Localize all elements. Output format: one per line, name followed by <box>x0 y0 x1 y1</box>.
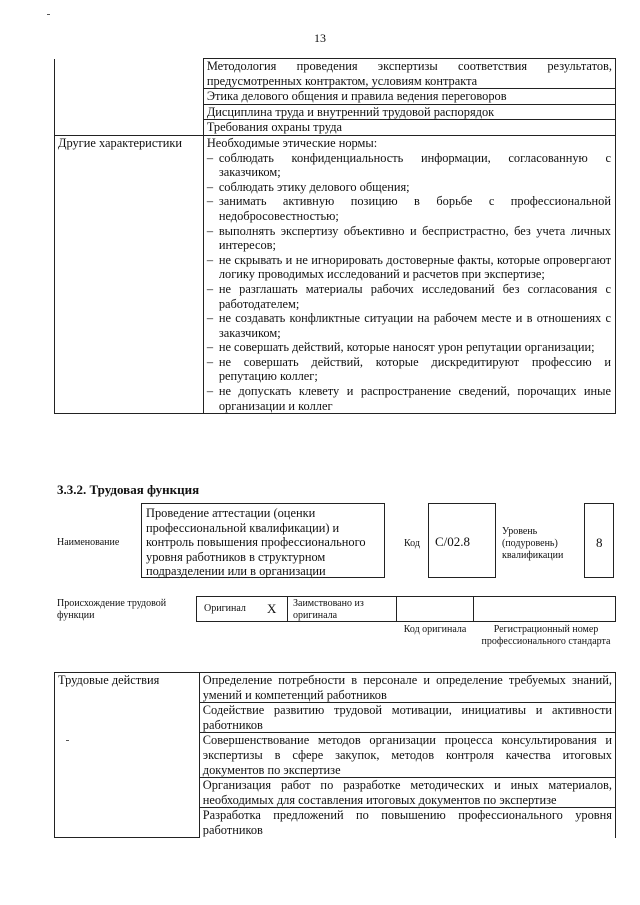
table-row <box>55 59 616 89</box>
origin-original-cell <box>196 596 288 622</box>
actions-table <box>54 672 616 838</box>
table-cell: Совершенствование методов организации процесса консультирования и экспертизы в сфере закупок, методов контроля качества итоговых документов по экспертизе <box>199 733 615 778</box>
origin-label: Происхождение трудовой функции <box>57 598 167 621</box>
table-cell: Определение потребности в персонале и определение требуемых знаний, умений и компетенций работников <box>199 673 615 703</box>
table-cell: Организация работ по разработке методических и иных материалов, необходимых для составления итоговых документов по экспертизе <box>199 778 615 808</box>
table-cell: Дисциплина труда и внутренний трудовой распорядок <box>203 104 615 120</box>
function-name-box: Проведение аттестации (оценки профессиональной квалификации) и контроль повышения профессионального уровня работников в структурном подразделении или в организации <box>141 503 385 578</box>
table-cell: Разработка предложений по повышению профессионального уровня работников <box>199 808 615 838</box>
reg-caption: Регистрационный номер профессионального стандарта <box>481 624 611 647</box>
original-label: Оригинал <box>204 603 246 614</box>
section-title: 3.3.2. Трудовая функция <box>57 482 200 497</box>
origin-code-cell <box>396 596 474 622</box>
ethics-list <box>207 151 611 414</box>
list-item: – не скрывать и не игнорировать достоверные факты, которые опровергают логику проводимых исследований и расчетов при экспертизе; <box>207 253 611 282</box>
borrowed-label: Заимствовано из оригинала <box>293 598 364 621</box>
table-cell: Методология проведения экспертизы соответствия результатов, предусмотренных контрактом, условиям контракта <box>203 59 615 89</box>
code-label: Код <box>404 538 420 549</box>
ethics-norms-cell <box>203 135 615 413</box>
code-caption: Код оригинала <box>403 624 467 635</box>
page-number: 13 <box>314 31 326 45</box>
list-item: – не допускать клевету и распространение сведений, порочащих иные организации и коллег <box>207 384 611 413</box>
table-cell: Содействие развитию трудовой мотивации, инициативы и активности работников <box>199 703 615 733</box>
name-label: Наименование <box>57 537 120 548</box>
actions-label: Трудовые действия <box>55 673 200 838</box>
function-code-box: C/02.8 <box>428 503 496 578</box>
other-characteristics-label: Другие характеристики <box>55 135 204 413</box>
list-item: – не разглашать материалы рабочих исследований без согласования с работодателем; <box>207 282 611 311</box>
list-item: – не создавать конфликтные ситуации на рабочем месте и в отношениях с заказчиком; <box>207 311 611 340</box>
ethics-intro: Необходимые этические нормы: <box>206 135 378 150</box>
scan-mark <box>47 14 50 15</box>
function-level-box: 8 <box>584 503 614 578</box>
scan-mark <box>66 740 69 741</box>
original-mark: X <box>267 601 277 616</box>
list-item: – занимать активную позицию в борьбе с профессиональной недобросовестностью; <box>207 194 611 223</box>
level-label: Уровень (подуровень) квалификации <box>502 526 564 561</box>
characteristics-table <box>54 58 616 414</box>
list-item: – не совершать действий, которые дискредитируют профессию и репутацию коллег; <box>207 355 611 384</box>
origin-reg-cell <box>473 596 616 622</box>
origin-borrowed-cell <box>287 596 397 622</box>
list-item: – соблюдать этику делового общения; <box>207 180 611 195</box>
empty-label-cell <box>55 59 204 136</box>
table-row <box>55 673 616 703</box>
table-row <box>55 135 616 413</box>
list-item: – не совершать действий, которые наносят урон репутации организации; <box>207 340 611 355</box>
list-item: – выполнять экспертизу объективно и беспристрастно, без учета личных интересов; <box>207 224 611 253</box>
table-cell: Требования охраны труда <box>203 120 615 136</box>
list-item: – соблюдать конфиденциальность информации, согласованную с заказчиком; <box>207 151 611 180</box>
table-cell: Этика делового общения и правила ведения переговоров <box>203 89 615 105</box>
